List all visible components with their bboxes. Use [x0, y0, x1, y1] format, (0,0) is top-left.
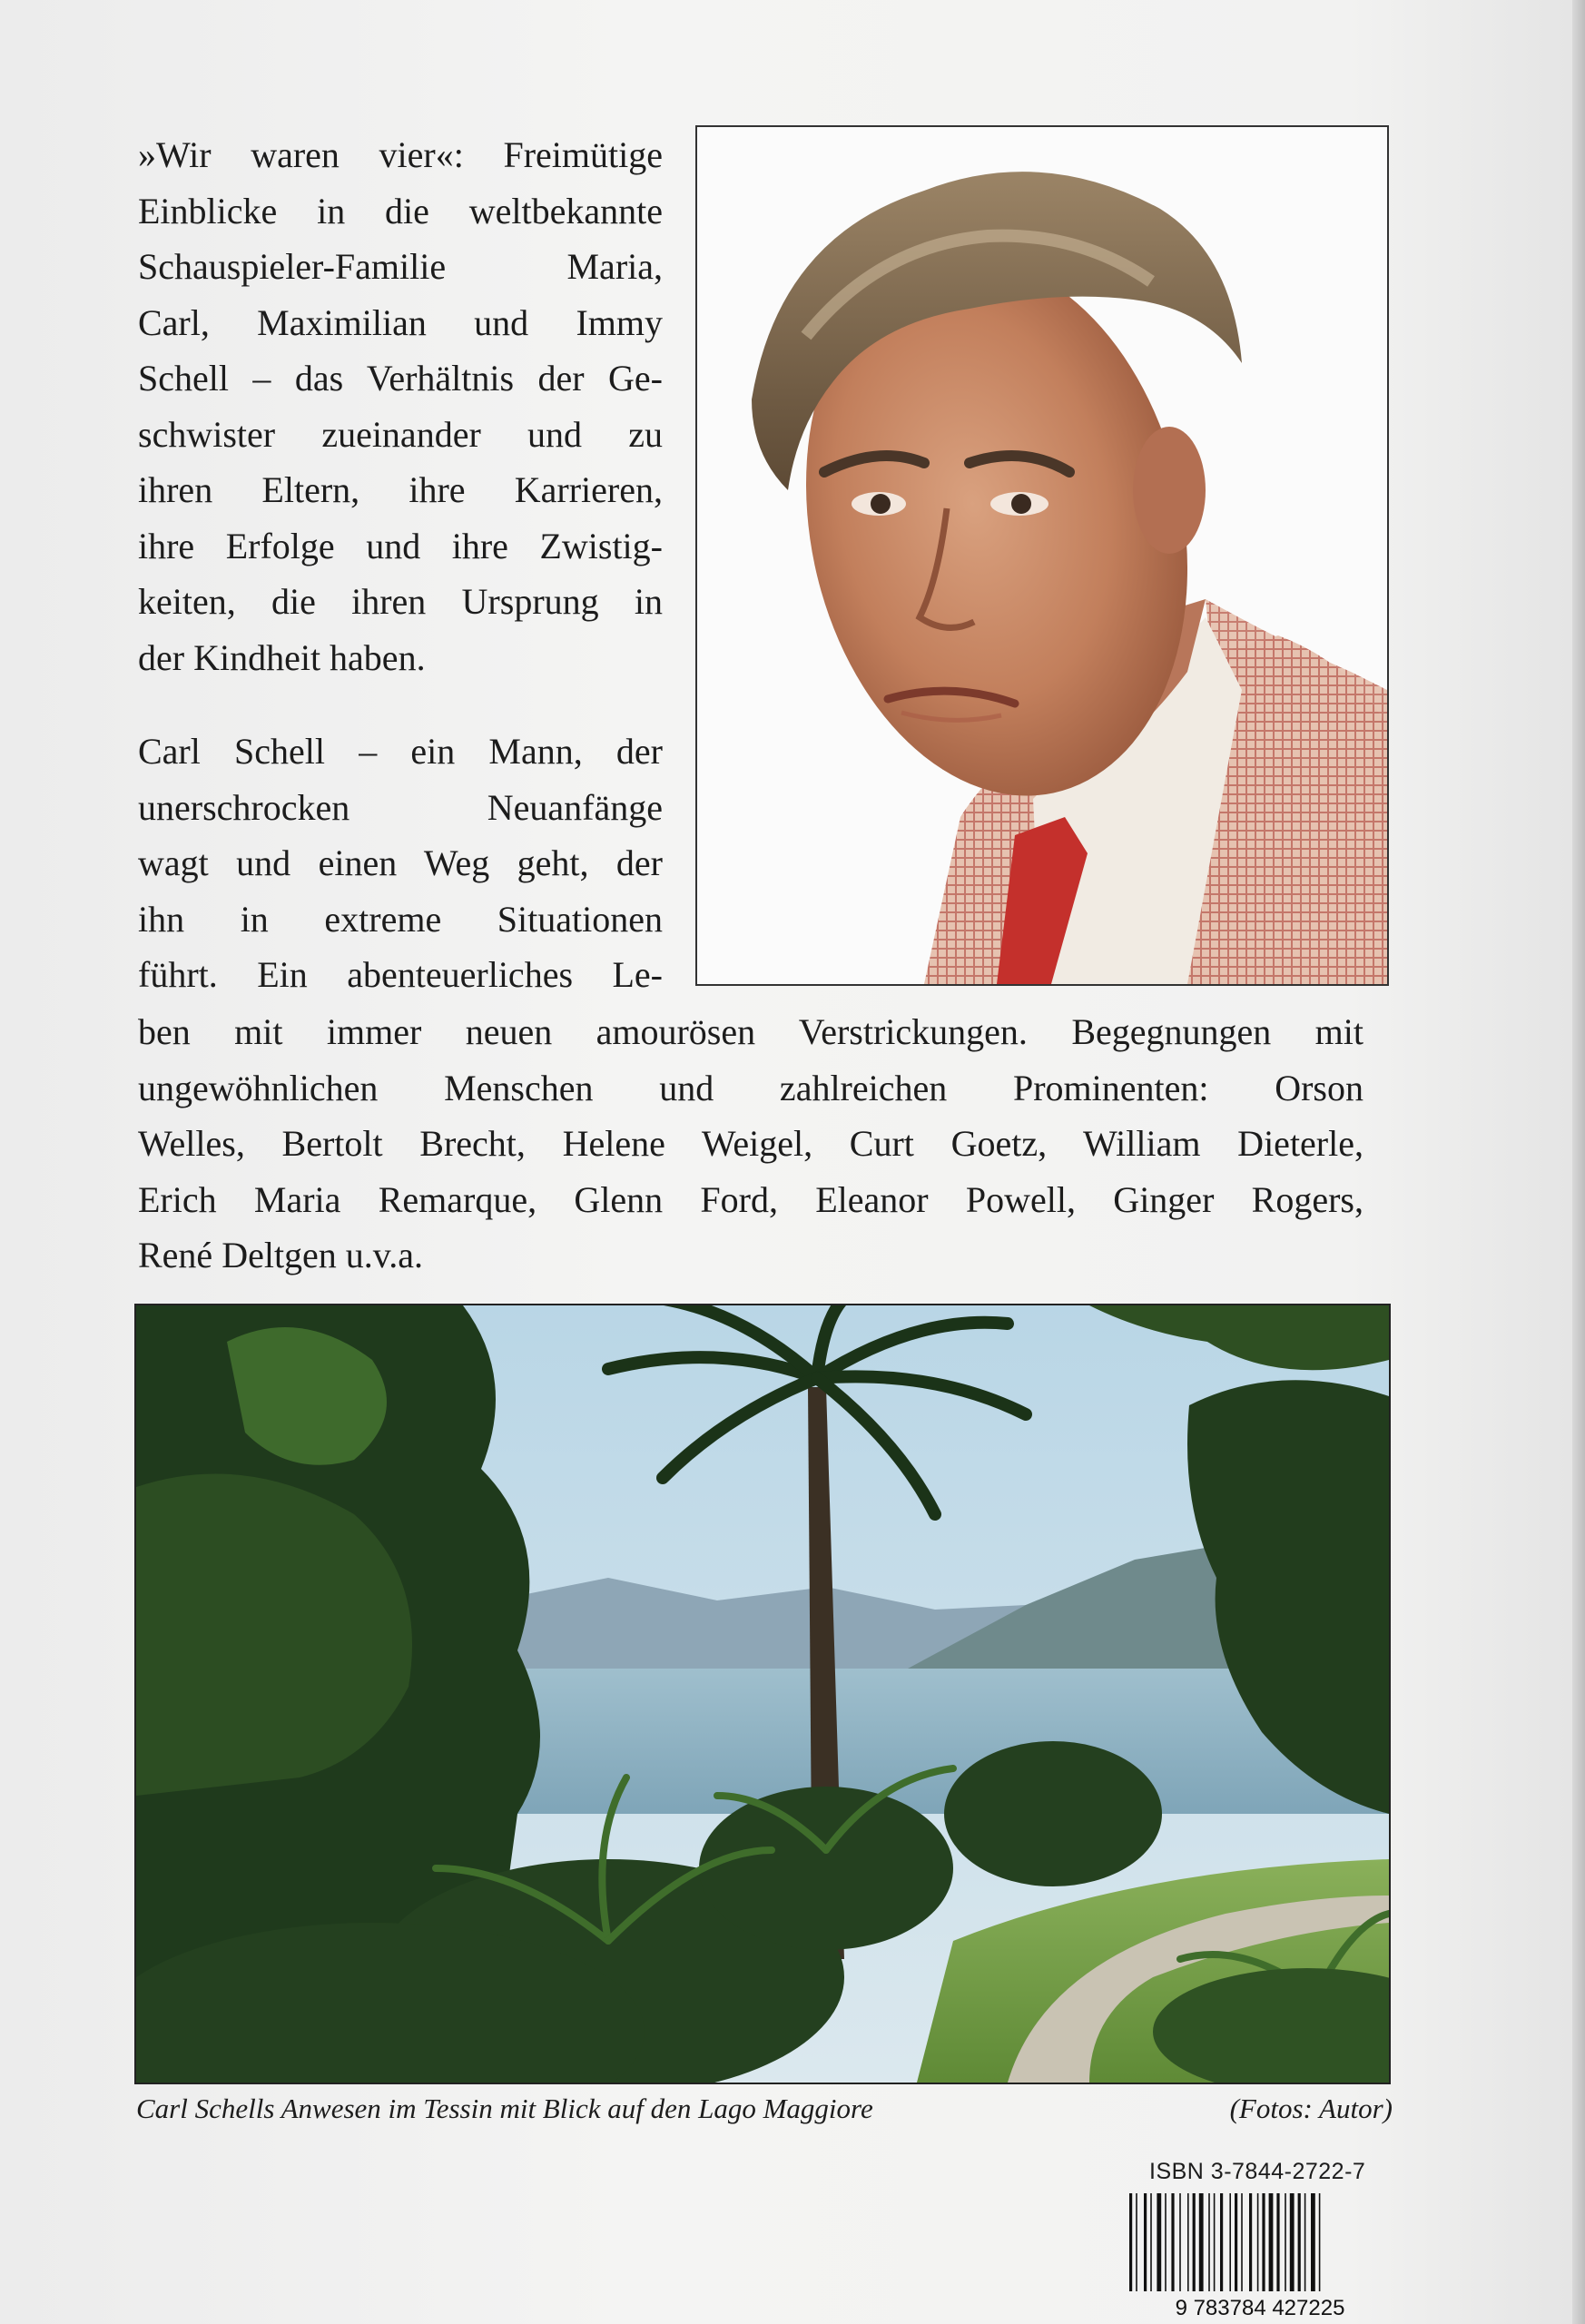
blurb-paragraph-1: [138, 127, 663, 685]
barcode-bar: [1150, 2193, 1152, 2291]
text-line: schwister zueinander und zu: [138, 413, 663, 455]
barcode-bar: [1298, 2193, 1301, 2291]
text-line: Erich Maria Remarque, Glenn Ford, Eleanor Powell, Ginger Rogers,: [138, 1178, 1363, 1220]
spine-edge: [1572, 0, 1585, 2324]
barcode-bar: [1193, 2193, 1196, 2291]
text-line: ungewöhnlichen Menschen und zahlreichen Prominenten: Orson: [138, 1067, 1363, 1108]
blurb-paragraph-2-start: [138, 724, 663, 1003]
barcode-bar: [1165, 2193, 1167, 2291]
text-line: ihre Erfolge und ihre Zwistig-: [138, 525, 663, 566]
portrait-illustration: [697, 127, 1387, 984]
text-line: ben mit immer neuen amourösen Verstrickungen. Begegnungen mit: [138, 1011, 1363, 1052]
text-line: ihren Eltern, ihre Karrieren,: [138, 469, 663, 510]
text-line: keiten, die ihren Ursprung in: [138, 581, 663, 622]
barcode-bar: [1262, 2193, 1265, 2291]
text-line: Einblicke in die weltbekannte: [138, 190, 663, 231]
text-line: wagt und einen Weg geht, der: [138, 842, 663, 883]
barcode-bar: [1241, 2193, 1243, 2291]
barcode-bar: [1136, 2193, 1137, 2291]
barcode-bar: [1129, 2193, 1132, 2291]
barcode-bar: [1199, 2193, 1204, 2291]
photo-credit: (Fotos: Autor): [1229, 2093, 1393, 2124]
barcode-bar: [1269, 2193, 1274, 2291]
text-line: führt. Ein abenteuerliches Le-: [138, 954, 663, 995]
barcode-bar: [1171, 2193, 1174, 2291]
barcode-bar: [1249, 2193, 1252, 2291]
landscape-photo-lago-maggiore: [134, 1304, 1391, 2084]
text-line: Carl, Maximilian und Immy: [138, 301, 663, 343]
barcode-bar: [1214, 2193, 1216, 2291]
text-line: »Wir waren vier«: Freimütige: [138, 134, 663, 175]
text-line: Schell – das Verhältnis der Ge-: [138, 358, 663, 399]
blurb-narrow-column: [138, 127, 663, 1041]
photo-caption: [136, 2093, 1393, 2125]
barcode-bar: [1257, 2193, 1259, 2291]
isbn-label: ISBN 3-7844-2722-7: [1149, 2159, 1366, 2184]
barcode: [1126, 2193, 1394, 2320]
barcode-number: 9 783784 427225: [1175, 2296, 1345, 2320]
barcode-bar: [1319, 2193, 1321, 2291]
text-line: Carl Schell – ein Mann, der: [138, 731, 663, 772]
caption-text: Carl Schells Anwesen im Tessin mit Blick auf den Lago Maggiore: [136, 2093, 873, 2124]
text-line: Schauspieler-Familie Maria,: [138, 246, 663, 287]
barcode-bars: [1129, 2193, 1320, 2291]
author-portrait-photo: [695, 125, 1389, 986]
barcode-bar: [1144, 2193, 1147, 2291]
text-line: René Deltgen u.v.a.: [138, 1235, 423, 1275]
barcode-bar: [1290, 2193, 1295, 2291]
barcode-bar: [1304, 2193, 1306, 2291]
landscape-illustration: [136, 1305, 1389, 2083]
barcode-bar: [1179, 2193, 1181, 2291]
barcode-bar: [1157, 2193, 1161, 2291]
barcode-bar: [1187, 2193, 1189, 2291]
text-line: Welles, Bertolt Brecht, Helene Weigel, Curt Goetz, William Dieterle,: [138, 1123, 1363, 1164]
barcode-bar: [1311, 2193, 1315, 2291]
barcode-bar: [1285, 2193, 1286, 2291]
barcode-bar: [1235, 2193, 1237, 2291]
barcode-bar: [1208, 2193, 1210, 2291]
text-line: unerschrocken Neuanfänge: [138, 786, 663, 828]
text-line: ihn in extreme Situationen: [138, 898, 663, 940]
barcode-bar: [1276, 2193, 1279, 2291]
barcode-bar: [1220, 2193, 1223, 2291]
text-line: der Kindheit haben.: [138, 636, 426, 678]
blurb-wide-column: [138, 1004, 1363, 1284]
barcode-bar: [1229, 2193, 1231, 2291]
